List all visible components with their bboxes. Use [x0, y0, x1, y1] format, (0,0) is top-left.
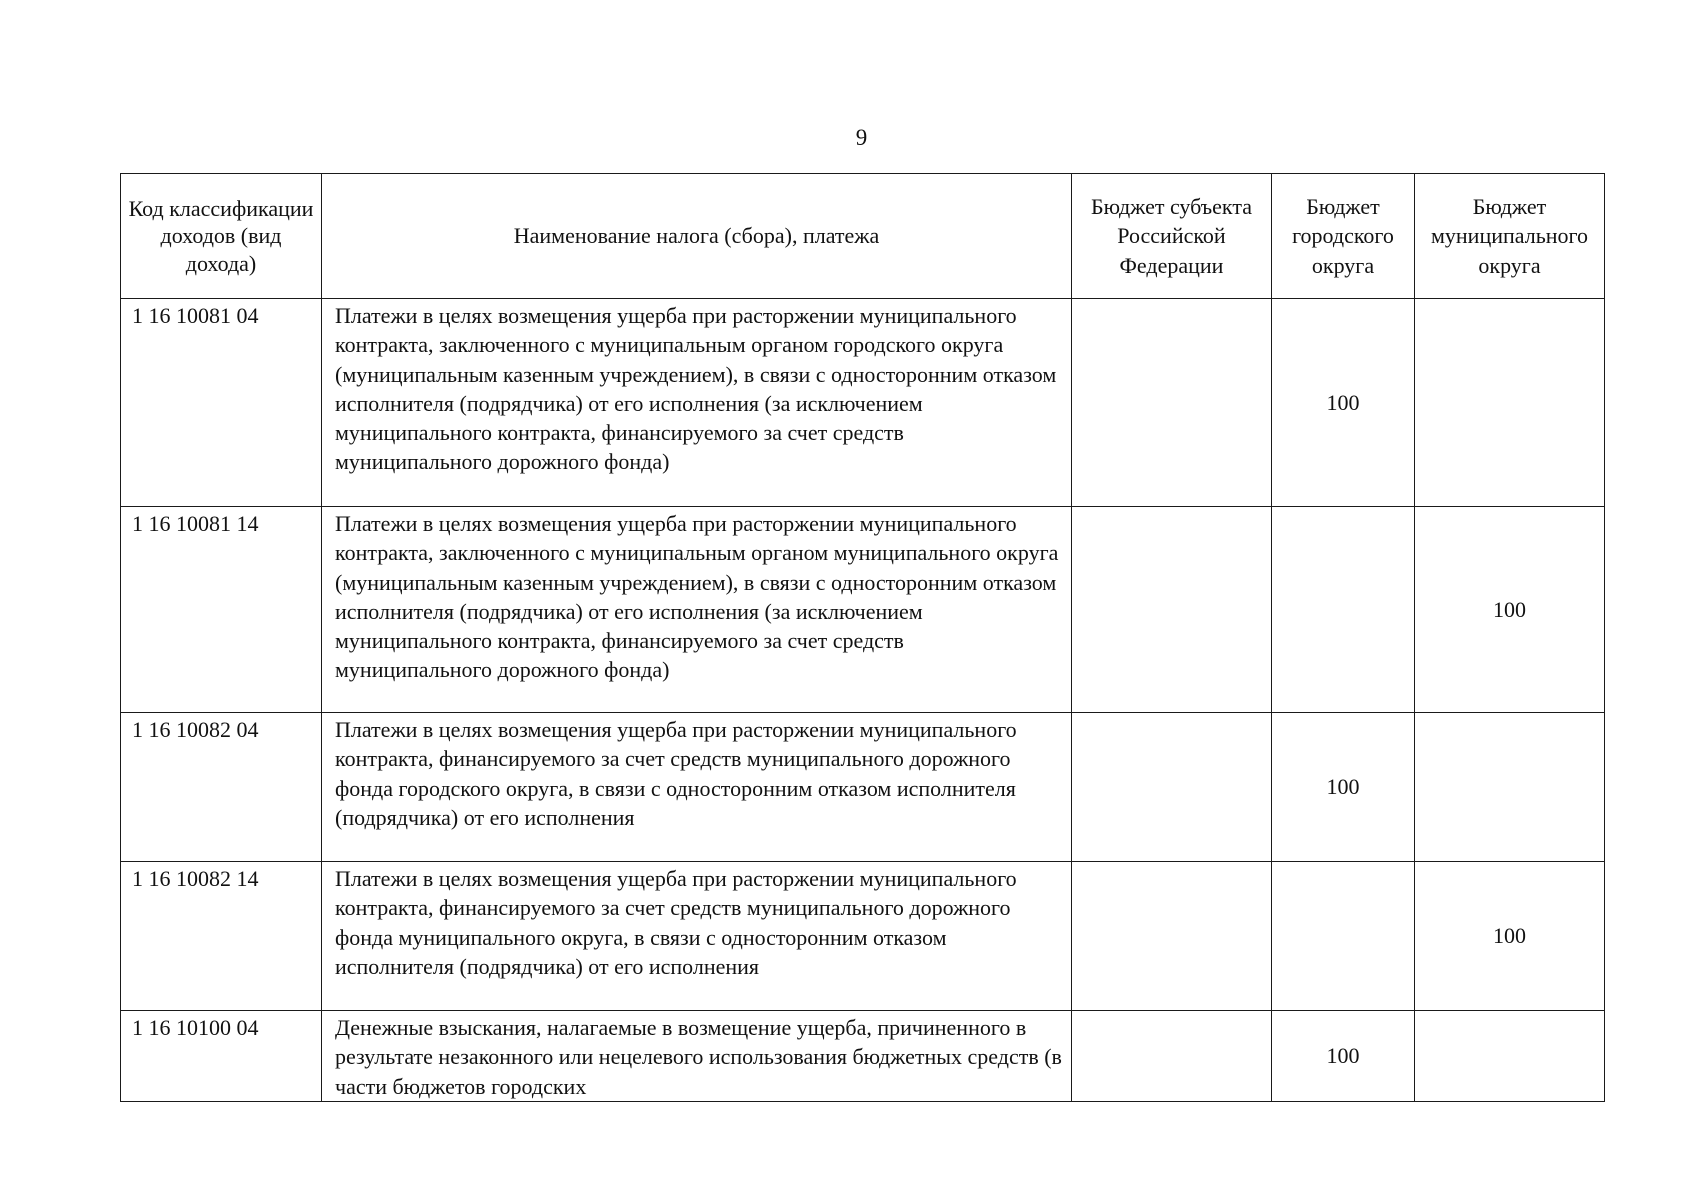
row-municipal-budget — [1415, 299, 1605, 507]
header-municipal-budget: Бюджет муниципального округа — [1415, 174, 1605, 299]
row-code: 1 16 10082 04 — [121, 713, 322, 862]
table-row — [121, 862, 1605, 1011]
table-header-row — [121, 174, 1605, 299]
table-row — [121, 507, 1605, 713]
row-name: Денежные взыскания, налагаемые в возмещение ущерба, причиненного в результате незаконного или нецелевого использования бюджетных средств (в части бюджетов городских — [322, 1011, 1072, 1102]
row-code: 1 16 10081 04 — [121, 299, 322, 507]
row-municipal-budget: 100 — [1415, 862, 1605, 1011]
row-city-budget — [1272, 862, 1415, 1011]
row-code: 1 16 10081 14 — [121, 507, 322, 713]
revenue-classification-table — [120, 173, 1605, 1102]
row-subject-budget — [1072, 507, 1272, 713]
row-name: Платежи в целях возмещения ущерба при расторжении муниципального контракта, финансируемого за счет средств муниципального дорожного фонда городского округа, в связи с односторонним отказом исполнителя (подрядчика) от его исполнения — [322, 713, 1072, 862]
row-subject-budget — [1072, 299, 1272, 507]
row-name: Платежи в целях возмещения ущерба при расторжении муниципального контракта, финансируемого за счет средств муниципального дорожного фонда муниципального округа, в связи с односторонним отказом исполнителя (подрядчика) от его исполнения — [322, 862, 1072, 1011]
header-code: Код классификации доходов (вид дохода) — [121, 174, 322, 299]
row-name: Платежи в целях возмещения ущерба при расторжении муниципального контракта, заключенного с муниципальным органом муниципального округа (муниципальным казенным учреждением), в связи с односторонним отказом исполнителя (подрядчика) от его исполнения (за исключением муниципального контракта, финансируемого за счет средств муниципального дорожного фонда) — [322, 507, 1072, 713]
row-city-budget: 100 — [1272, 713, 1415, 862]
header-subject-budget: Бюджет субъекта Российской Федерации — [1072, 174, 1272, 299]
row-subject-budget — [1072, 862, 1272, 1011]
row-subject-budget — [1072, 1011, 1272, 1102]
table-row — [121, 713, 1605, 862]
row-city-budget: 100 — [1272, 299, 1415, 507]
row-subject-budget — [1072, 713, 1272, 862]
row-code: 1 16 10082 14 — [121, 862, 322, 1011]
row-municipal-budget: 100 — [1415, 507, 1605, 713]
row-city-budget: 100 — [1272, 1011, 1415, 1102]
table-row — [121, 299, 1605, 507]
header-name: Наименование налога (сбора), платежа — [322, 174, 1072, 299]
header-city-budget: Бюджет городского округа — [1272, 174, 1415, 299]
row-city-budget — [1272, 507, 1415, 713]
table-row — [121, 1011, 1605, 1102]
row-code: 1 16 10100 04 — [121, 1011, 322, 1102]
row-municipal-budget — [1415, 1011, 1605, 1102]
page-number: 9 — [855, 125, 868, 150]
row-municipal-budget — [1415, 713, 1605, 862]
row-name: Платежи в целях возмещения ущерба при расторжении муниципального контракта, заключенного с муниципальным органом городского округа (муниципальным казенным учреждением), в связи с односторонним отказом исполнителя (подрядчика) от его исполнения (за исключением муниципального контракта, финансируемого за счет средств муниципального дорожного фонда) — [322, 299, 1072, 507]
